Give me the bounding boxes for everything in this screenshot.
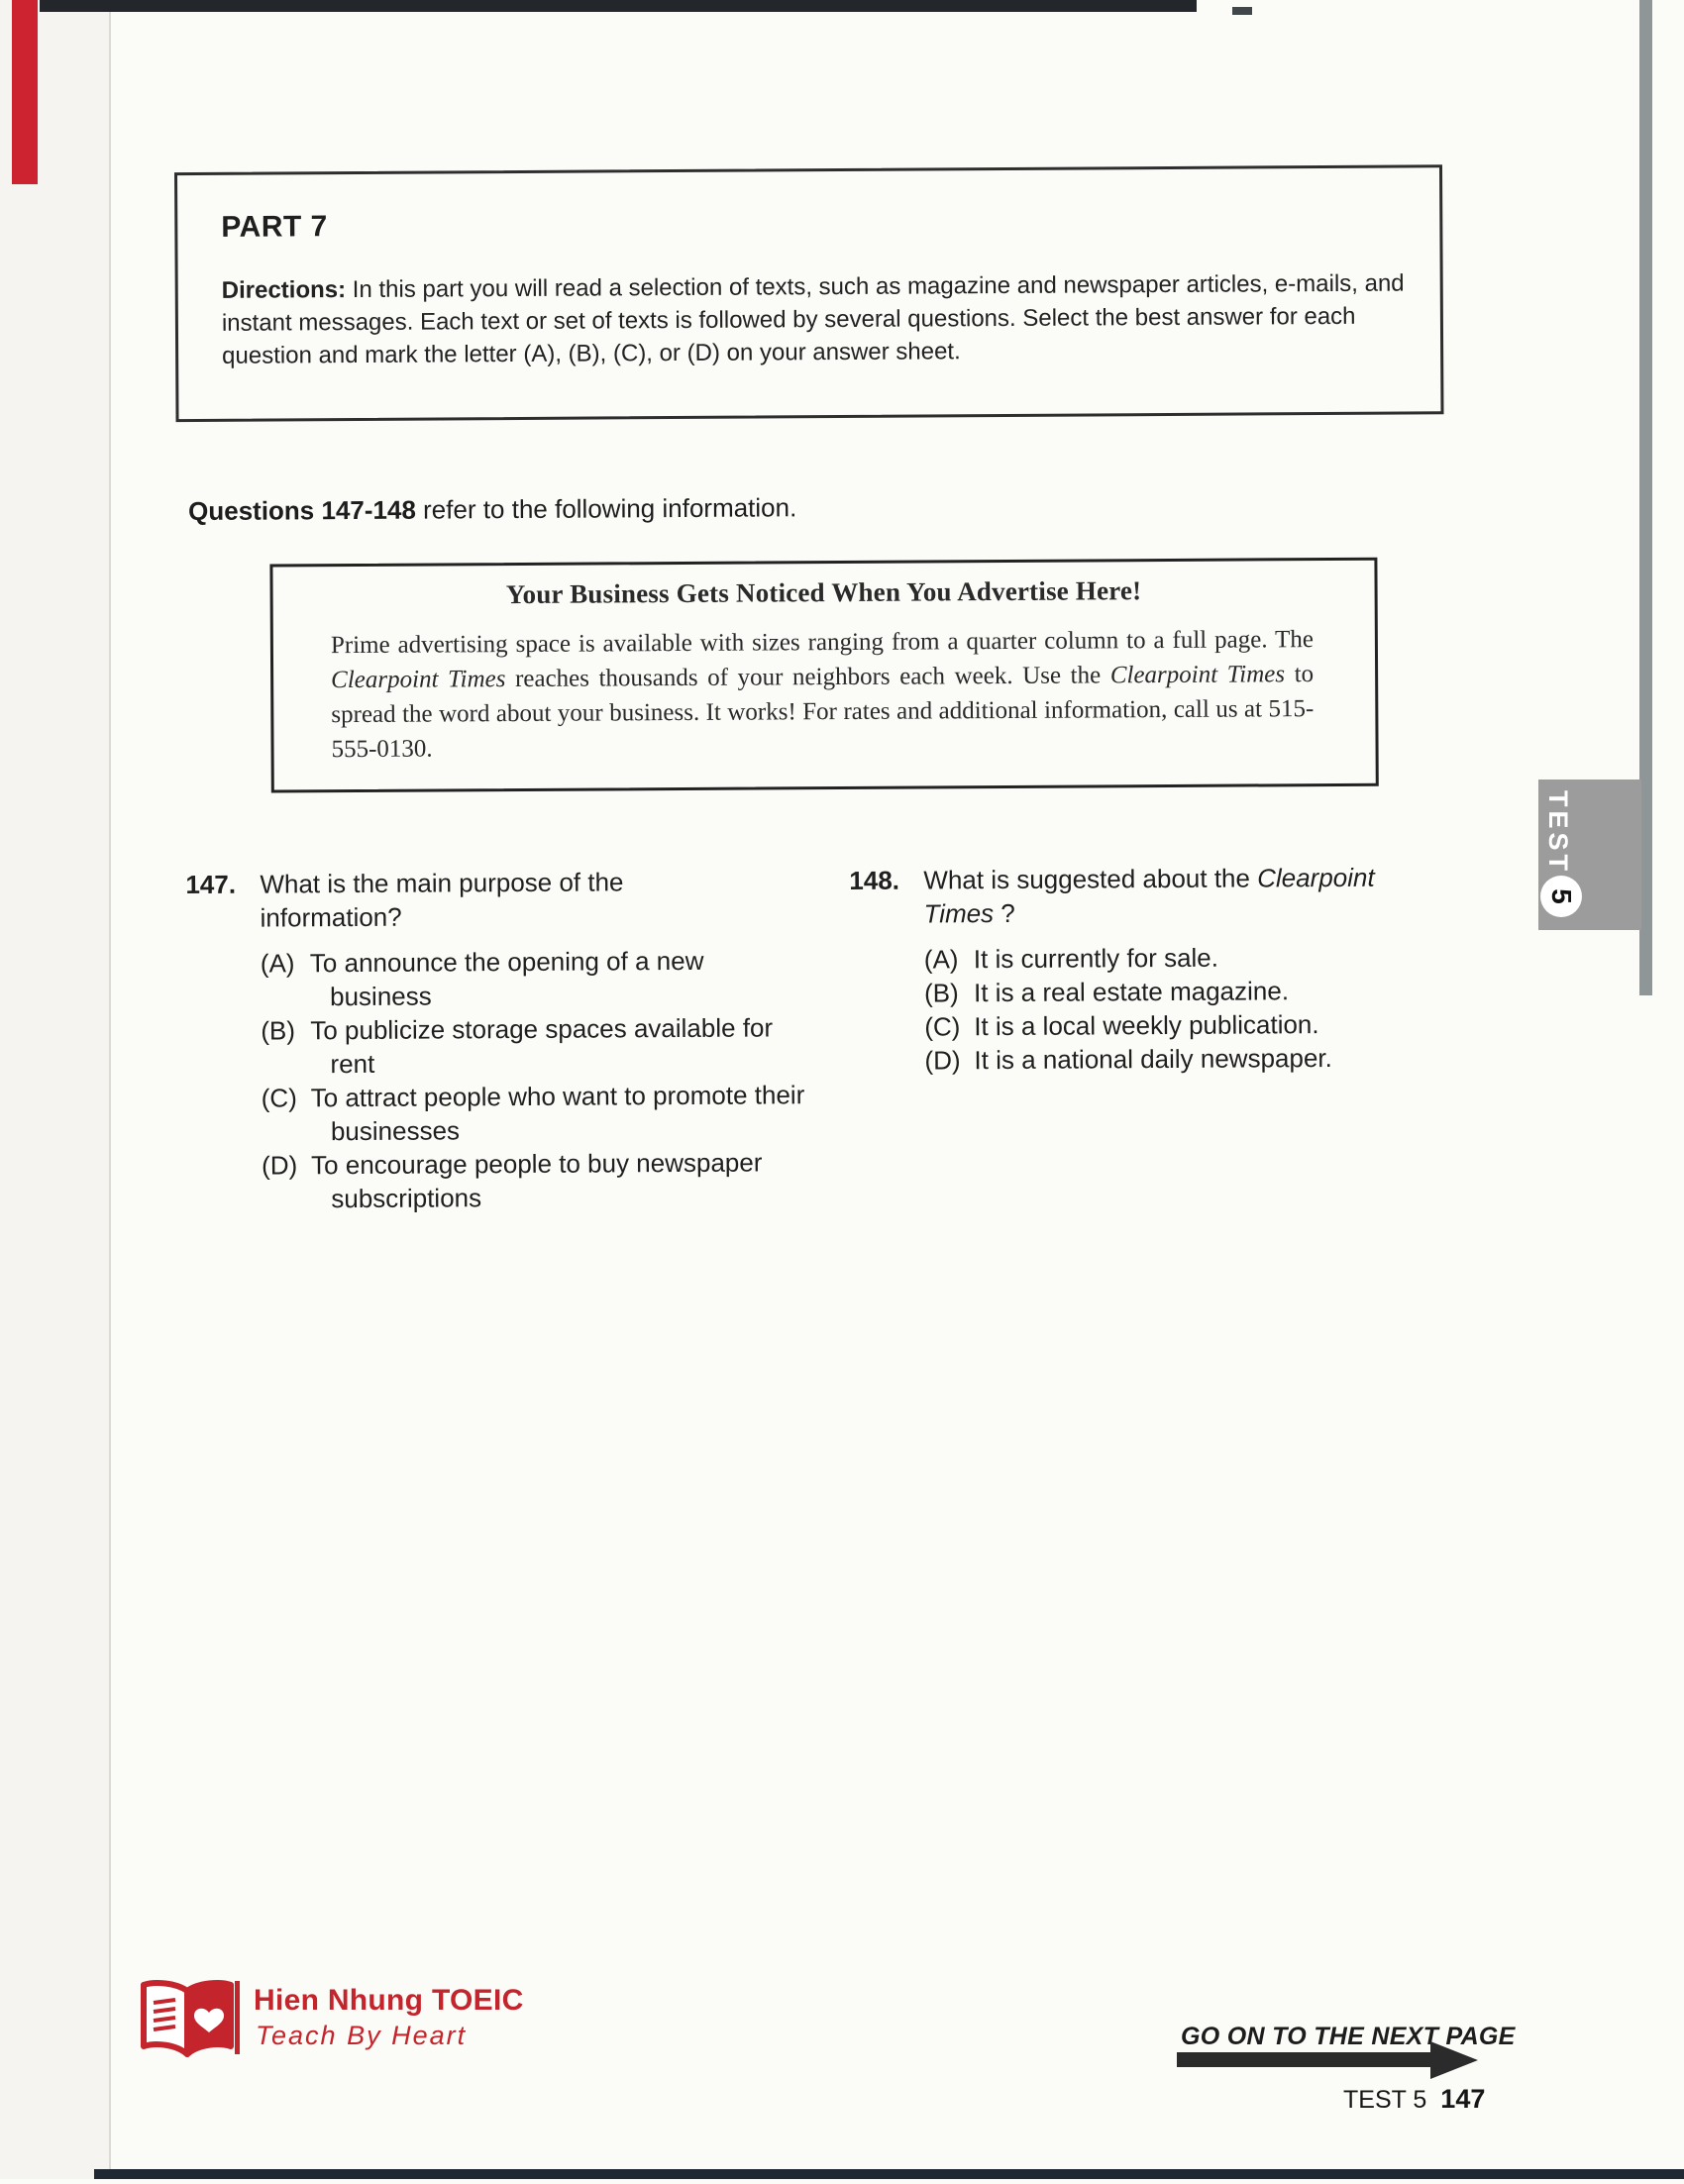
logo-divider [235, 1981, 240, 2054]
option-d [262, 1145, 821, 1215]
advertisement-title: Your Business Gets Noticed When You Advertise Here! [505, 575, 1142, 610]
option-d [924, 1040, 1484, 1077]
option-letter: (C) [261, 1083, 297, 1113]
option-a [261, 943, 820, 1013]
brand-name: Hien Nhung TOEIC [254, 1984, 524, 2017]
part7-title: PART 7 [221, 210, 328, 244]
question-prompt: What is suggested about the Clearpoint Times ? [923, 862, 1375, 929]
question-147 [185, 864, 821, 1216]
option-letter: (A) [923, 944, 959, 975]
part7-directions-text: Directions: In this part you will read a selection of texts, such as magazine and newspaper articles, e-mails, and instant messages. Each text or set of texts is followed by several questions. Select the best answer for each question and mark the letter (A), (B), (C), or (D) on your answer sheet. [221, 269, 1405, 369]
question-number: 147. [185, 869, 237, 900]
option-text: To announce the opening of a new business [309, 945, 704, 1012]
option-text: It is currently for sale. [973, 942, 1219, 975]
open-book-logo-icon [137, 1979, 238, 2065]
test-tab-number: 5 [1545, 888, 1577, 904]
option-b [261, 1010, 820, 1081]
advertisement-body: Prime advertising space is available with sizes ranging from a quarter column to a full page. The Clearpoint Times reaches thousands of your neighbors each week. Use the Clearpoint Times to spread the word about your business. It works! For rates and additional information, call us at 515-555-0130. [330, 626, 1315, 764]
test-5-side-tab [1538, 780, 1641, 930]
question-148 [849, 860, 1484, 1078]
questions-intro: Questions 147-148 refer to the following information. [187, 492, 797, 527]
option-c [262, 1078, 821, 1148]
option-letter: (D) [924, 1045, 961, 1076]
go-on-next-page-label: GO ON TO THE NEXT PAGE [1181, 2023, 1516, 2050]
brand-tagline: Teach By Heart [256, 2021, 468, 2050]
test-label: TEST 5 [1343, 2086, 1427, 2114]
option-b [924, 973, 1484, 1009]
question-options [261, 943, 822, 1215]
option-text: To encourage people to buy newspaper subscriptions [311, 1147, 763, 1214]
option-letter: (B) [923, 978, 959, 1008]
advertisement-box [269, 558, 1378, 793]
next-page-arrow-head-icon [1430, 2041, 1478, 2079]
option-letter: (A) [260, 948, 295, 979]
option-text: It is a real estate magazine. [973, 976, 1290, 1008]
option-letter: (D) [262, 1150, 298, 1181]
option-c [924, 1006, 1484, 1043]
page-footer [1343, 2084, 1485, 2115]
option-text: It is a national daily newspaper. [974, 1042, 1332, 1076]
option-text: To publicize storage spaces available for rent [310, 1012, 774, 1080]
part7-directions-box [174, 164, 1444, 422]
test-tab-label: TEST [1543, 790, 1573, 876]
question-prompt: What is the main purpose of the information? [260, 867, 624, 933]
question-options [924, 939, 1485, 1077]
option-letter: (B) [261, 1015, 296, 1046]
test-tab-number-circle [1540, 876, 1582, 917]
option-letter: (C) [924, 1011, 961, 1042]
question-number: 148. [849, 865, 900, 895]
page-number: 147 [1440, 2084, 1486, 2114]
option-text: It is a local weekly publication. [974, 1009, 1319, 1042]
option-a [924, 939, 1484, 976]
option-text: To attract people who want to promote their businesses [310, 1080, 805, 1147]
next-page-arrow-icon [1177, 2052, 1434, 2067]
